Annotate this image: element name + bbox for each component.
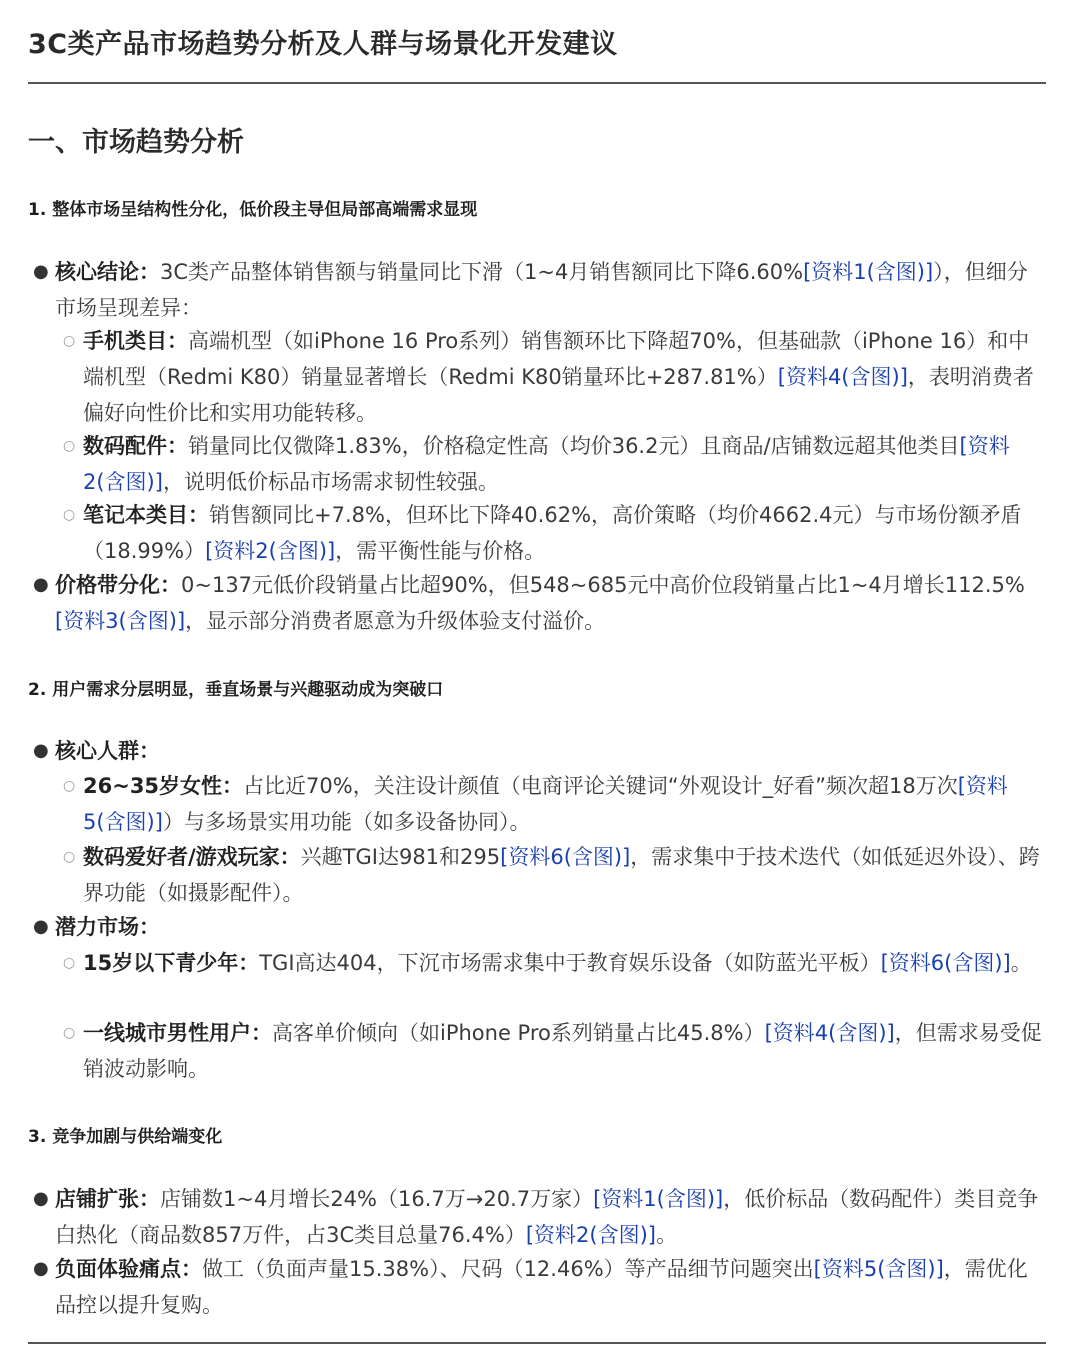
- list-item-potential-market: ● 潜力市场：: [55, 909, 1045, 945]
- list-item-price-band: ● 价格带分化：0~137元低价段销量占比超90%，但548~685元中高价位段销量占比1~4月增长112.5%[资料3(含图)]，显示部分消费者愿意为升级体验支付溢价。: [55, 567, 1045, 639]
- list-item-gamers: ○ 数码爱好者/游戏玩家：兴趣TGI达981和295[资料6(含图)]，需求集中于技术迭代（如低延迟外设）、跨界功能（如摄影配件）。: [83, 839, 1045, 911]
- list-item-women: ○ 26~35岁女性：占比近70%，关注设计颜值（电商评论关键词“外观设计_好看”频次超18万次[资料5(含图)]）与多场景实用功能（如多设备协同）。: [83, 768, 1045, 840]
- bullet-circle-icon: ○: [63, 849, 76, 865]
- bullet-circle-icon: ○: [63, 1025, 76, 1041]
- reference-link[interactable]: [资料2(含图)]: [83, 434, 1010, 494]
- reference-link[interactable]: [资料1(含图)]: [593, 1187, 724, 1211]
- bullet-circle-icon: ○: [63, 778, 76, 794]
- list-item-accessory: ○ 数码配件：销量同比仅微降1.83%，价格稳定性高（均价36.2元）且商品/店铺数远超其他类目[资料2(含图)]，说明低价标品市场需求韧性较强。: [83, 428, 1045, 500]
- list-item-pain-points: ● 负面体验痛点：做工（负面声量15.38%）、尺码（12.46%）等产品细节问题突出[资料5(含图)]，需优化品控以提升复购。: [55, 1251, 1045, 1323]
- list-item-notebook: ○ 笔记本类目：销售额同比+7.8%，但环比下降40.62%，高价策略（均价4662.4元）与市场份额矛盾（18.99%）[资料2(含图)]，需平衡性能与价格。: [83, 497, 1045, 569]
- section-heading-market-trend: 一、市场趋势分析: [28, 127, 244, 158]
- subsection-heading-2: 2. 用户需求分层明显，垂直场景与兴趣驱动成为突破口: [28, 680, 444, 700]
- reference-link[interactable]: [资料3(含图)]: [55, 609, 186, 633]
- list-item-core-conclusion: ● 核心结论：3C类产品整体销售额与销量同比下滑（1~4月销售额同比下降6.60%[资料1(含图)]），但细分市场呈现差异：: [55, 254, 1045, 326]
- list-item-teens: ○ 15岁以下青少年：TGI高达404，下沉市场需求集中于教育娱乐设备（如防蓝光平板）[资料6(含图)]。: [83, 945, 1045, 981]
- reference-link[interactable]: [资料4(含图)]: [764, 1021, 895, 1045]
- bullet-circle-icon: ○: [63, 333, 76, 349]
- bullet-dot-icon: ●: [33, 261, 49, 282]
- bullet-circle-icon: ○: [63, 438, 76, 454]
- subsection-heading-1: 1. 整体市场呈结构性分化，低价段主导但局部高端需求显现: [28, 200, 478, 220]
- list-item-men: ○ 一线城市男性用户：高客单价倾向（如iPhone Pro系列销量占比45.8%）[资料4(含图)]，但需求易受促销波动影响。: [83, 1015, 1045, 1087]
- bottom-divider: [28, 1342, 1046, 1344]
- subsection-heading-3: 3. 竞争加剧与供给端变化: [28, 1127, 223, 1147]
- document-title: 3C类产品市场趋势分析及人群与场景化开发建议: [28, 29, 618, 60]
- bullet-circle-icon: ○: [63, 955, 76, 971]
- bullet-dot-icon: ●: [33, 574, 49, 595]
- reference-link[interactable]: [资料4(含图)]: [777, 365, 908, 389]
- reference-link[interactable]: [资料6(含图)]: [880, 951, 1011, 975]
- title-divider: [28, 82, 1046, 84]
- reference-link[interactable]: [资料6(含图)]: [500, 845, 631, 869]
- bullet-dot-icon: ●: [33, 1258, 49, 1279]
- reference-link[interactable]: [资料2(含图)]: [205, 539, 336, 563]
- list-item-phone: ○ 手机类目：高端机型（如iPhone 16 Pro系列）销售额环比下降超70%，但基础款（iPhone 16）和中端机型（Redmi K80）销量显著增长（Redmi K80销量环比+287.81%）[资料4(含图)]，表明消费者偏好向性价比和实用功能转移。: [83, 323, 1045, 431]
- reference-link[interactable]: [资料5(含图)]: [813, 1257, 944, 1281]
- list-item-core-group: ● 核心人群：: [55, 733, 1045, 769]
- bullet-circle-icon: ○: [63, 507, 76, 523]
- list-item-stores: ● 店铺扩张：店铺数1~4月增长24%（16.7万→20.7万家）[资料1(含图)]，低价标品（数码配件）类目竞争白热化（商品数857万件，占3C类目总量76.4%）[资料2(含图)]。: [55, 1181, 1045, 1253]
- bullet-dot-icon: ●: [33, 1188, 49, 1209]
- reference-link[interactable]: [资料2(含图)]: [525, 1223, 656, 1247]
- reference-link[interactable]: [资料5(含图)]: [83, 774, 1008, 834]
- reference-link[interactable]: [资料1(含图)]: [803, 260, 934, 284]
- bullet-dot-icon: ●: [33, 916, 49, 937]
- bullet-dot-icon: ●: [33, 740, 49, 761]
